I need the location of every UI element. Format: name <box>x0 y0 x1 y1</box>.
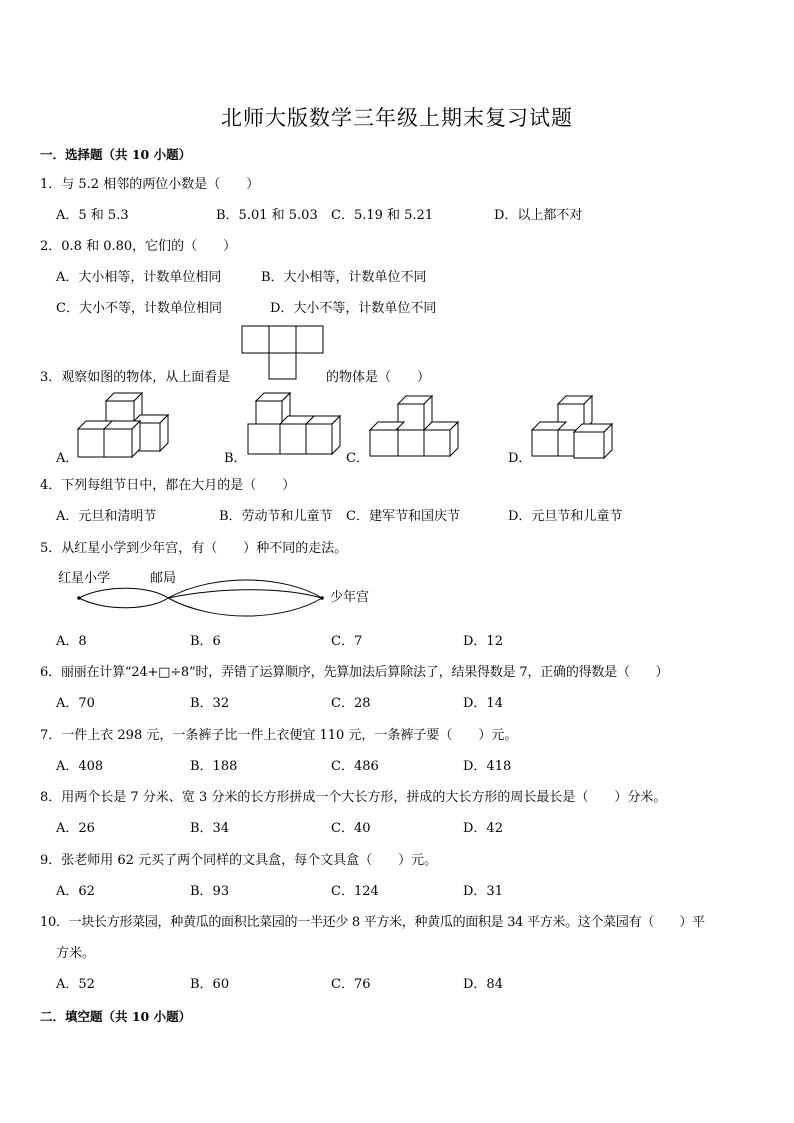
page-title: 北师大版数学三年级上期末复习试题 <box>221 106 573 130</box>
q6-option-c: C．28 <box>331 696 371 711</box>
question-10-stem-continued: 方米。 <box>56 946 96 961</box>
q3-option-a: A． <box>56 451 79 466</box>
cube-figure-a <box>78 390 170 464</box>
question-7-stem: 7．一件上衣 298 元，一条裤子比一件上衣便宜 110 元，一条裤子要（ ）元。 <box>40 728 518 743</box>
question-4-stem: 4．下列每组节日中，都在大月的是（ ） <box>40 478 296 493</box>
q1-option-b: B．5.01 和 5.03 <box>216 208 318 223</box>
question-9-stem: 9．张老师用 62 元买了两个同样的文具盒，每个文具盒（ ）元。 <box>40 853 438 868</box>
q10-option-a: A．52 <box>56 977 95 992</box>
q10-option-c: C．76 <box>331 977 371 992</box>
q9-option-a: A．62 <box>56 884 95 899</box>
question-2-stem: 2．0.8 和 0.80，它们的（ ） <box>40 239 237 254</box>
question-3-stem-end: 的物体是（ ） <box>326 370 431 385</box>
route-label-post-office: 邮局 <box>150 571 177 586</box>
q7-option-d: D．418 <box>463 759 512 774</box>
q7-option-b: B．188 <box>190 759 238 774</box>
route-diagram <box>76 576 326 622</box>
q6-option-b: B．32 <box>190 696 230 711</box>
q8-option-a: A．26 <box>56 821 95 836</box>
q9-option-c: C．124 <box>331 884 379 899</box>
q10-option-b: B．60 <box>190 977 230 992</box>
q7-option-a: A．408 <box>56 759 104 774</box>
section-heading-choice: 一．选择题（共 10 小题） <box>40 147 192 162</box>
q3-option-b: B． <box>224 451 247 466</box>
question-6-stem: 6．丽丽在计算“24+□÷8”时，弄错了运算顺序，先算加法后算除法了，结果得数是 7，正确的得数是（ ） <box>40 665 669 680</box>
q4-option-c: C．建军节和国庆节 <box>346 509 460 524</box>
route-label-youth-palace: 少年宫 <box>330 590 370 605</box>
q9-option-d: D．31 <box>463 884 503 899</box>
q3-option-c: C． <box>346 451 369 466</box>
q2-option-c: C．大小不等，计数单位相同 <box>56 301 222 316</box>
q8-option-d: D．42 <box>463 821 503 836</box>
q4-option-d: D．元旦节和儿童节 <box>508 509 623 524</box>
q2-option-d: D．大小不等，计数单位不同 <box>270 301 437 316</box>
q5-option-c: C．7 <box>331 634 363 649</box>
q1-option-a: A．5 和 5.3 <box>56 208 129 223</box>
q9-option-b: B．93 <box>190 884 230 899</box>
q4-option-b: B．劳动节和儿童节 <box>219 509 333 524</box>
q8-option-c: C．40 <box>331 821 371 836</box>
question-10-stem: 10．一块长方形菜园，种黄瓜的面积比菜园的一半还少 8 平方米，种黄瓜的面积是 34 平方米。这个菜园有（ ）平 <box>40 915 705 930</box>
q1-option-d: D．以上都不对 <box>494 208 583 223</box>
question-1-stem: 1．与 5.2 相邻的两位小数是（ ） <box>40 177 260 192</box>
q5-option-d: D．12 <box>463 634 503 649</box>
question-3-stem: 3．观察如图的物体，从上面看是 <box>40 370 231 385</box>
q1-option-c: C．5.19 和 5.21 <box>331 208 434 223</box>
q7-option-c: C．486 <box>331 759 379 774</box>
question-8-stem: 8．用两个长是 7 分米、宽 3 分米的长方形拼成一个大长方形，拼成的大长方形的周长最长是（ ）分米。 <box>40 790 667 805</box>
q2-option-a: A．大小相等，计数单位相同 <box>56 270 222 285</box>
q2-option-b: B．大小相等，计数单位不同 <box>261 270 427 285</box>
q3-option-d: D． <box>508 451 532 466</box>
q6-option-d: D．14 <box>463 696 503 711</box>
top-view-figure <box>240 325 326 381</box>
q10-option-d: D．84 <box>463 977 503 992</box>
q5-option-b: B．6 <box>190 634 221 649</box>
q8-option-b: B．34 <box>190 821 230 836</box>
q4-option-a: A．元旦和清明节 <box>56 509 157 524</box>
q5-option-a: A．8 <box>56 634 87 649</box>
question-5-stem: 5．从红星小学到少年宫，有（ ）种不同的走法。 <box>40 541 348 556</box>
cube-figure-d <box>530 394 618 464</box>
route-label-school: 红星小学 <box>58 571 111 586</box>
section-heading-fill-in: 二．填空题（共 10 小题） <box>40 1009 192 1024</box>
cube-figure-b <box>246 390 346 464</box>
cube-figure-c <box>366 394 460 464</box>
q6-option-a: A．70 <box>56 696 95 711</box>
